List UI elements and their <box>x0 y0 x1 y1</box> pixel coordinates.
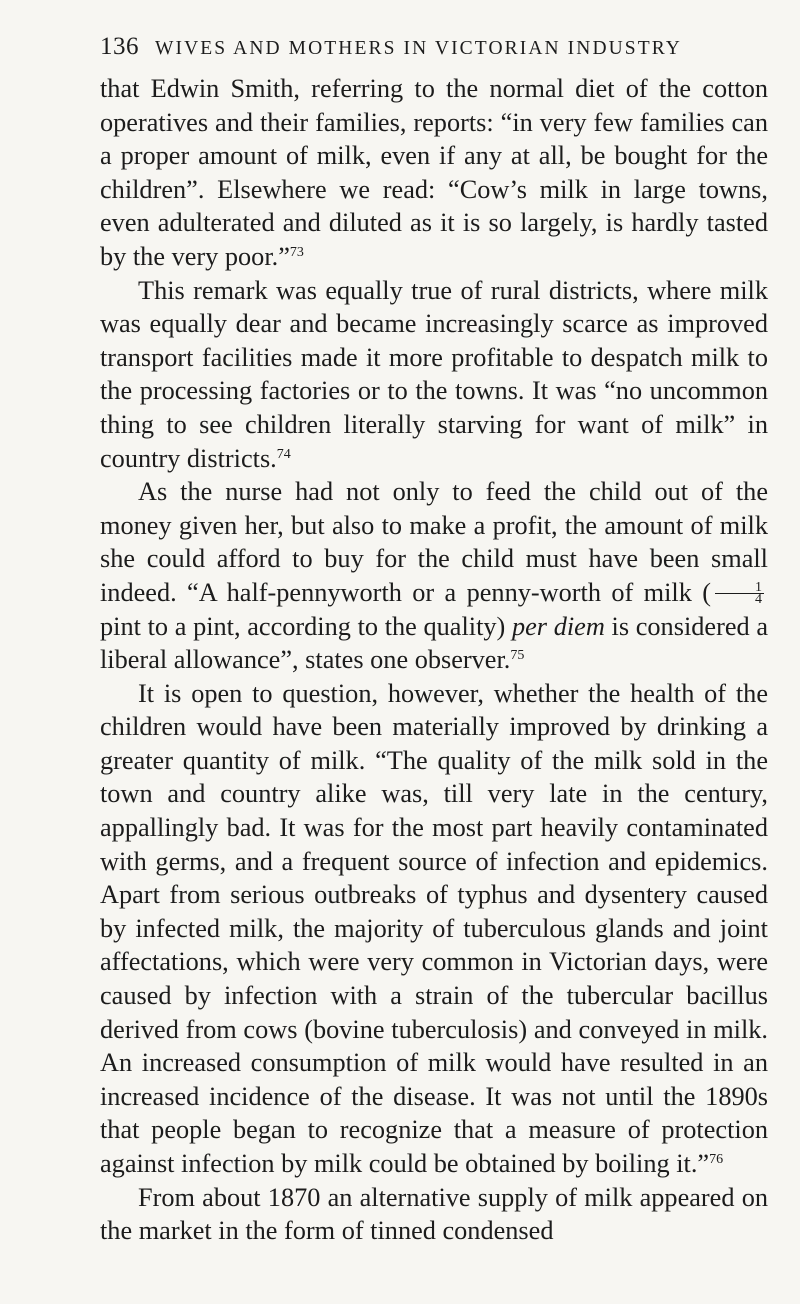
body-text <box>100 72 768 1248</box>
paragraph-3-text-a: As the nurse had not only to feed the child out of the money given her, but also to make a profit, the amount of milk she could afford to buy for the child must have been small indeed. “A half-pennyworth or a penny-worth of milk ( <box>100 477 768 607</box>
fraction-denominator: 4 <box>755 591 762 607</box>
page-number: 136 <box>100 33 139 60</box>
paragraph-4 <box>100 677 768 1181</box>
footnote-ref-73: 73 <box>289 244 304 260</box>
paragraph-5 <box>100 1181 768 1248</box>
paragraph-1 <box>100 72 768 274</box>
paragraph-2 <box>100 274 768 476</box>
latin-phrase: per diem <box>511 611 605 641</box>
paragraph-2-text: This remark was equally true of rural districts, where milk was equally dear and became increasingly scarce as improved transport facilities made it more profitable to despatch milk to the processing factories or to the towns. It was “no uncommon thing to see children literally starving for want of milk” in country districts. <box>100 275 768 473</box>
paragraph-3 <box>100 475 768 677</box>
running-title: WIVES AND MOTHERS IN VICTORIAN INDUSTRY <box>155 38 682 59</box>
footnote-ref-74: 74 <box>276 446 291 462</box>
running-head <box>100 30 768 66</box>
book-page <box>100 30 768 1248</box>
paragraph-4-text: It is open to question, however, whether the health of the children would have been materially improved by drinking a greater quantity of milk. “The quality of the milk sold in the town and country alike was, till very late in the century, appallingly bad. It was for the most part heavily contaminated with germs, and a frequent source of infection and epidemics. Apart from serious outbreaks of typhus and dysentery caused by infected milk, the majority of tuberculous glands and joint affectations, which were very common in Victorian days, were caused by infection with a strain of the tubercular bacillus derived from cows (bovine tuberculosis) and conveyed in milk. An increased consumption of milk would have resulted in an increased incidence of the disease. It was not until the 1890s that people began to recognize that a measure of protection against infection by milk could be obtained by boiling it.” <box>100 678 768 1178</box>
footnote-ref-76: 76 <box>709 1152 724 1167</box>
fraction-one-quarter <box>715 579 764 607</box>
paragraph-3-text-c: is considered a liberal allowance”, states one observer. <box>100 611 768 675</box>
paragraph-1-text: that Edwin Smith, referring to the normal diet of the cotton operatives and their families, reports: “in very few families can a proper amount of milk, even if any at all, be bought for the children”. Elsewhere we read: “Cow’s milk in large towns, even adulterated and diluted as it is so largely, is hardly tasted by the very poor.” <box>100 74 768 271</box>
paragraph-3-text-b: pint to a pint, according to the quality) <box>100 611 512 641</box>
paragraph-5-text: From about 1870 an alternative supply of milk appeared on the market in the form of tinned condensed <box>100 1182 768 1246</box>
footnote-ref-75: 75 <box>510 648 525 664</box>
fraction-numerator: 1 <box>715 582 764 594</box>
